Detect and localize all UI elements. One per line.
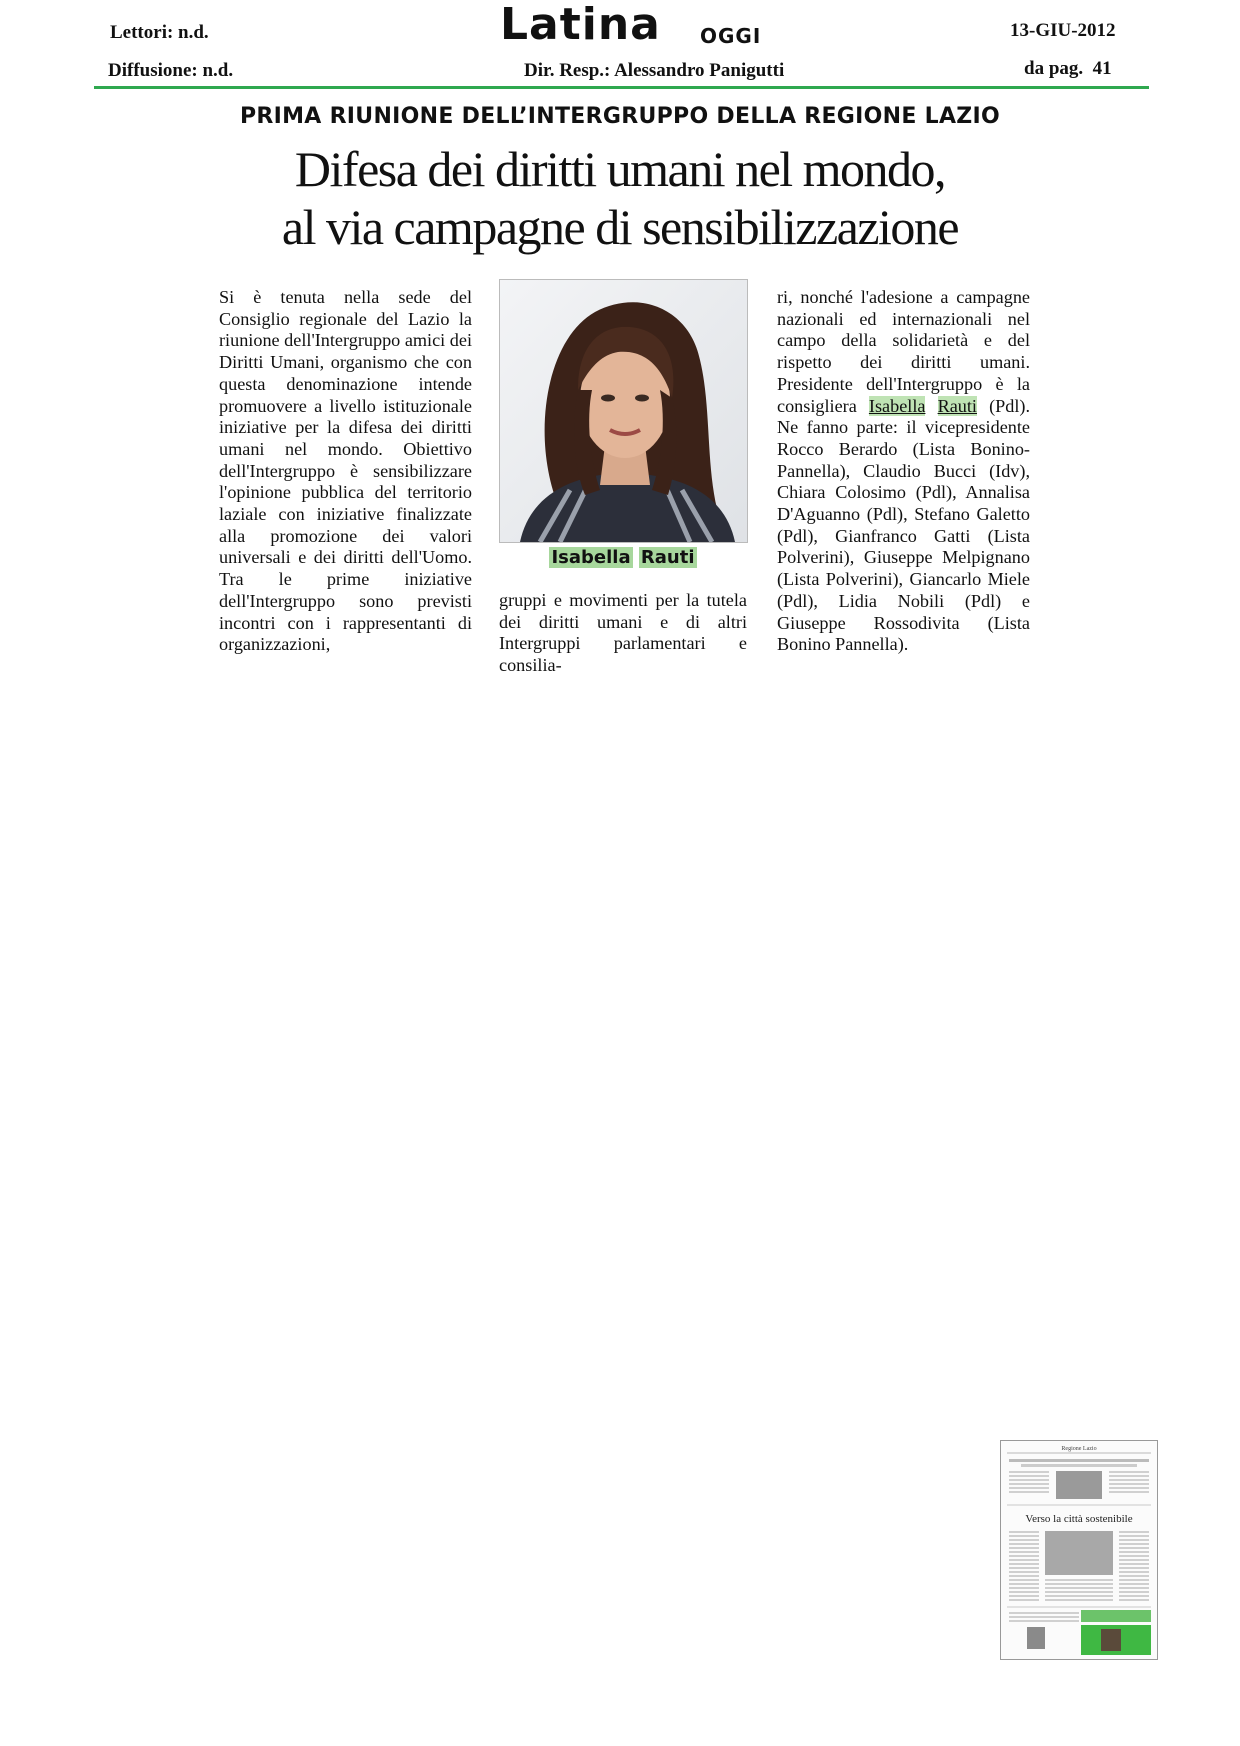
portrait-photo: [499, 279, 748, 543]
highlight-last-name: Rauti: [937, 395, 977, 416]
masthead: [500, 2, 800, 48]
article-column-1: Si è tenuta nella sede del Consiglio regionale del Lazio la riunione dell'Intergruppo amici dei Diritti Umani, organismo che con questa denominazione intende promuovere a livello istituzionale iniziative per la difesa dei diritti umani nel mondo. Obiettivo dell'Intergruppo è sensibilizzare l'opinione pubblica del territorio laziale con iniziative finalizzate alla promozione dei valori universali e dei diritti dell'Uomo. Tra le prime iniziative dell'Intergruppo sono previsti incontri con i rappresentanti di organizzazioni,: [219, 287, 472, 655]
masthead-sub: OGGI: [700, 24, 762, 48]
article-kicker: PRIMA RIUNIONE DELL’INTERGRUPPO DELLA REGIONE LAZIO: [239, 104, 1001, 129]
column-3-part-1: ri, nonché l'adesione a campagne nazionali ed internazionali nel campo della solidarietà e del rispetto dei diritti umani. Presidente dell'Intergruppo è la consigliera: [777, 287, 1030, 416]
page-thumbnail: [1000, 1440, 1158, 1660]
headline-line-2: al via campagne di sensibilizzazione: [281, 199, 959, 255]
column-3-part-2: (Pdl). Ne fanno parte: il vicepresidente Rocco Berardo (Lista Bonino-Pannella), Claudio Bucci (Idv), Chiara Colosimo (Pdl), Annalisa D'Aguanno (Pdl), Stefano Galetto (Pdl), Gianfranco Gatti (Lista Polverini), Giuseppe Melpignano (Lista Polverini), Giancarlo Miele (Pdl), Lidia Nobili (Pdl) e Giuseppe Rossodivita (Lista Bonino Pannella).: [777, 395, 1031, 655]
thumbnail-illustration: [1001, 1441, 1157, 1659]
caption-last-name: Rauti: [640, 547, 695, 568]
caption-first-name: Isabella: [551, 547, 631, 568]
article-headline: [0, 140, 1240, 256]
portrait-illustration: [500, 280, 747, 542]
masthead-logo: Latina: [500, 0, 661, 50]
circulation-label: Diffusione: n.d.: [108, 60, 234, 81]
thumbnail-section: Regione Lazio: [1061, 1446, 1097, 1452]
issue-date: 13-GIU-2012: [1010, 20, 1116, 41]
director-label: Dir. Resp.: Alessandro Panigutti: [524, 60, 785, 81]
article-column-2: gruppi e movimenti per la tutela dei diritti umani e di altri Intergruppi parlamentari e consilia-: [499, 590, 747, 676]
highlight-first-name: Isabella: [868, 395, 926, 416]
page-reference: da pag. 41: [1024, 58, 1112, 79]
thumbnail-headline: Verso la città sostenibile: [1025, 1513, 1133, 1525]
headline-line-1: Difesa dei diritti umani nel mondo,: [294, 141, 946, 197]
photo-caption: [499, 547, 747, 568]
header-divider: [94, 86, 1149, 89]
article-column-3: [777, 287, 1030, 656]
readers-label: Lettori: n.d.: [110, 22, 209, 43]
